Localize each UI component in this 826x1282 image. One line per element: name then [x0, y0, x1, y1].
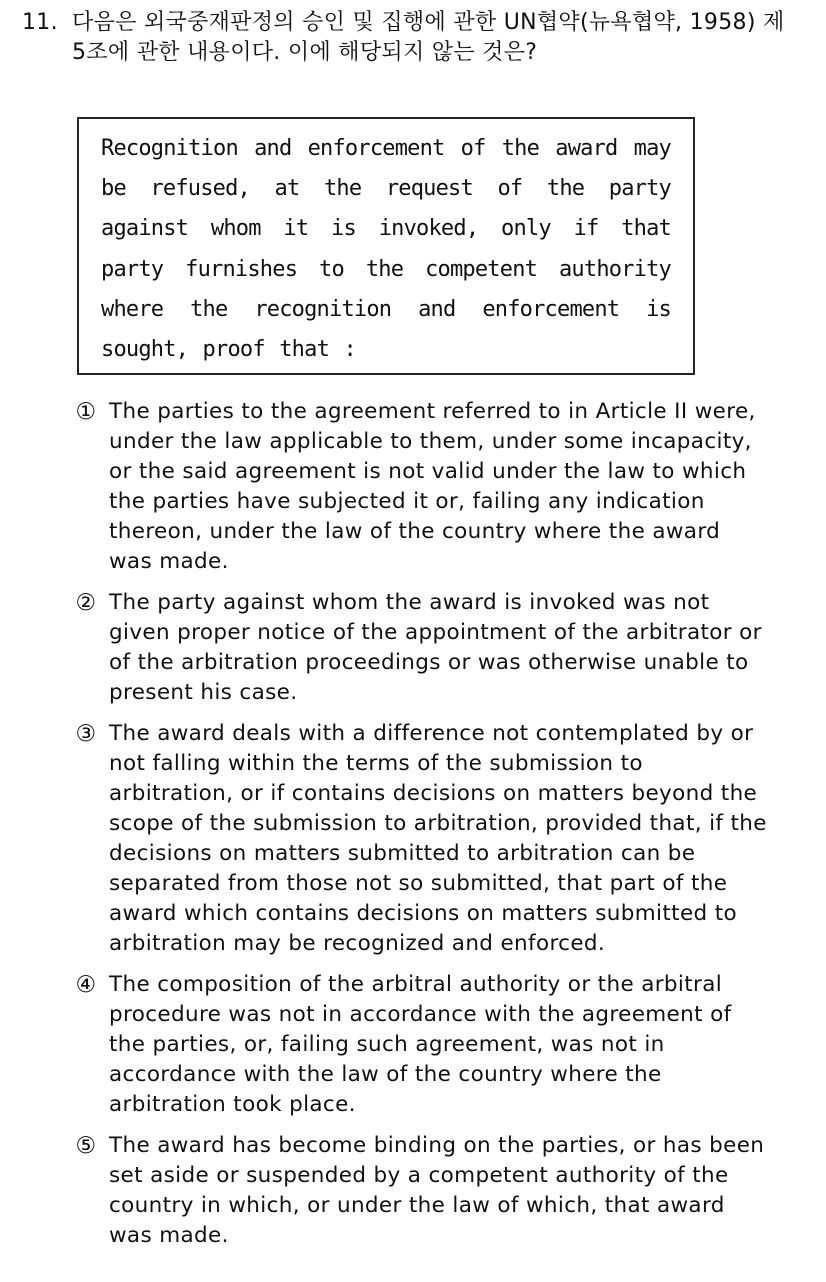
- question: [22, 8, 802, 68]
- choice-marker-4: ④: [75, 972, 97, 998]
- choice-text-1: The parties to the agreement referred to in Article II were, under the law applicable to them, under some incapacity, or the said agreement is not valid under the law to which the parties have subjected it or, failing any indication thereon, under the law of the country where the award was made.: [109, 399, 756, 574]
- choice-marker-1: ①: [75, 399, 97, 425]
- question-number: 11.: [22, 10, 58, 35]
- choice-text-4: The composition of the arbitral authority or the arbitral procedure was not in accordance with the agreement of the parties, or, failing such agreement, was not in accordance with the law of the country where the arbitration took place.: [109, 972, 732, 1117]
- answer-choices: [70, 397, 770, 1251]
- choice-marker-5: ⑤: [75, 1133, 97, 1159]
- choice-text-2: The party against whom the award is invoked was not given proper notice of the appointment of the arbitrator or of the arbitration proceedings or was otherwise unable to present his case.: [109, 590, 762, 705]
- passage-text: Recognition and enforcement of the award may be refused, at the request of the party against whom it is invoked, only if that party furnishes to the competent authority where the recognition and enforcement is sought, proof that :: [101, 136, 671, 363]
- answer-choice-4[interactable]: [70, 970, 770, 1120]
- choice-marker-2: ②: [75, 590, 97, 616]
- choice-text-5: The award has become binding on the parties, or has been set aside or suspended by a competent authority of the country in which, or under the law of which, that award was made.: [109, 1133, 765, 1248]
- choice-marker-3: ③: [75, 721, 97, 747]
- answer-choice-2[interactable]: [70, 588, 770, 708]
- question-text: 다음은 외국중재판정의 승인 및 집행에 관한 UN협약(뉴욕협약, 1958) 제5조에 관한 내용이다. 이에 해당되지 않는 것은?: [72, 10, 785, 65]
- choice-text-3: The award deals with a difference not contemplated by or not falling within the terms of the submission to arbitration, or if contains decisions on matters beyond the scope of the submission to arbitration, provided that, if the decisions on matters submitted to arbitration can be separated from those not so submitted, that part of the award which contains decisions on matters submitted to arbitration may be recognized and enforced.: [109, 721, 767, 956]
- answer-choice-1[interactable]: [70, 397, 770, 577]
- answer-choice-5[interactable]: [70, 1131, 770, 1251]
- passage-box: [77, 117, 695, 375]
- answer-choice-3[interactable]: [70, 719, 770, 959]
